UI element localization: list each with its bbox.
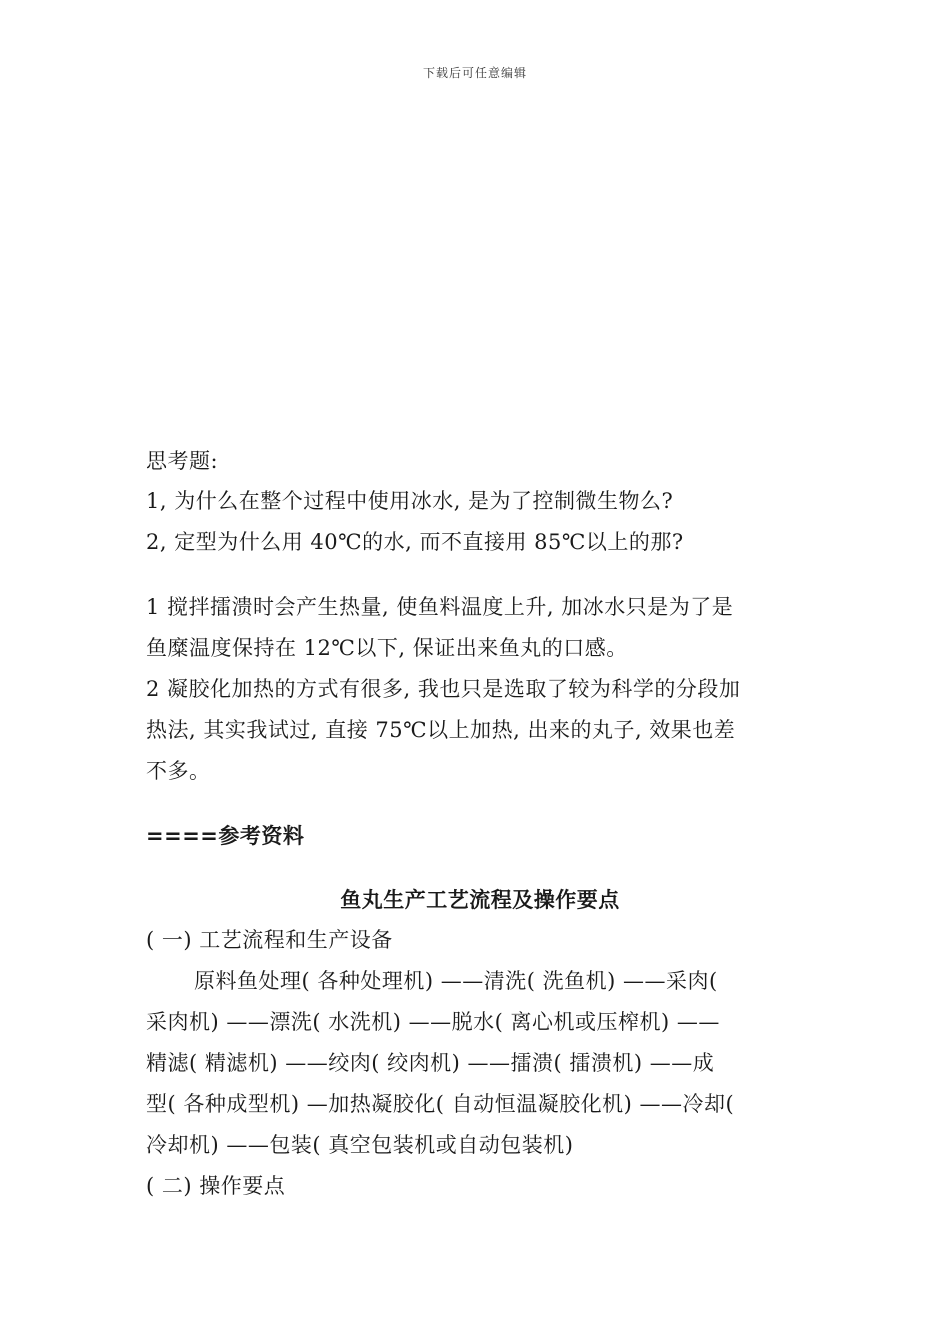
questions-heading: 思考题: xyxy=(146,449,219,473)
answer-1-line-1: 1 搅拌擂溃时会产生热量, 使鱼料温度上升, 加冰水只是为了是 xyxy=(146,595,734,619)
question-2: 2, 定型为什么用 40℃的水, 而不直接用 85℃以上的那? xyxy=(146,530,684,554)
answer-2-line-2: 热法, 其实我试过, 直接 75℃以上加热, 出来的丸子, 效果也差 xyxy=(146,718,736,742)
flow-line-3: 精滤( 精滤机) ——绞肉( 绞肉机) ——擂溃( 擂溃机) ——成 xyxy=(146,1051,715,1075)
subsection-1-heading: ( 一) 工艺流程和生产设备 xyxy=(146,928,393,952)
flow-line-1: 原料鱼处理( 各种处理机) ——清洗( 洗鱼机) ——采肉( xyxy=(194,969,718,993)
question-1: 1, 为什么在整个过程中使用冰水, 是为了控制微生物么? xyxy=(146,489,674,513)
answer-1-line-2: 鱼糜温度保持在 12℃以下, 保证出来鱼丸的口感。 xyxy=(146,636,628,660)
flow-line-4: 型( 各种成型机) —加热凝胶化( 自动恒温凝胶化机) ——冷却( xyxy=(146,1092,735,1116)
flow-line-5: 冷却机) ——包装( 真空包装机或自动包装机) xyxy=(146,1133,574,1157)
reference-label: ====参考资料 xyxy=(146,824,305,848)
answer-2-line-1: 2 凝胶化加热的方式有很多, 我也只是选取了较为科学的分段加 xyxy=(146,677,741,701)
flow-line-2: 采肉机) ——漂洗( 水洗机) ——脱水( 离心机或压榨机) —— xyxy=(146,1010,720,1034)
answer-2-line-3: 不多。 xyxy=(146,759,211,783)
section-title: 鱼丸生产工艺流程及操作要点 xyxy=(340,888,620,912)
subsection-2-heading: ( 二) 操作要点 xyxy=(146,1174,286,1198)
page-header-note: 下载后可任意编辑 xyxy=(422,66,527,80)
